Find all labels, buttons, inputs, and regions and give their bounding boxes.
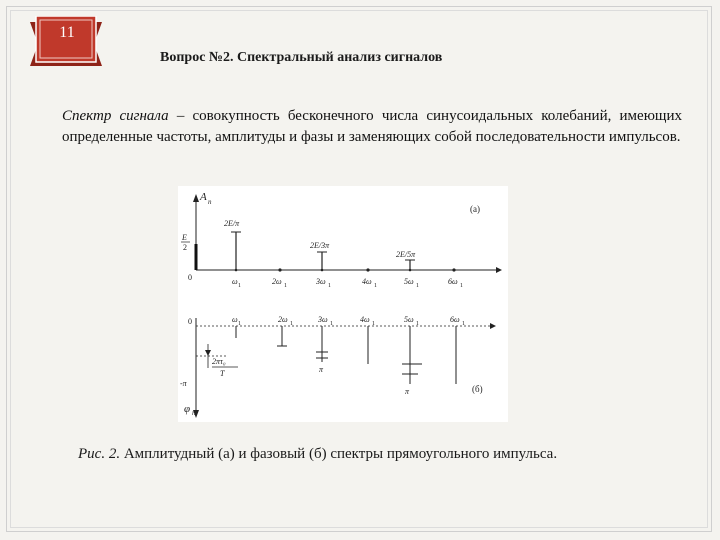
freq-label-a-1: ω [232,277,238,286]
tick-dot-1 [235,269,238,272]
phase-shift-arrow [205,350,211,356]
panel-b-label: (б) [472,384,483,394]
freq-sub-a-1: 1 [238,283,241,289]
phase-shift-den: T [220,369,225,378]
slide-number: 11 [59,24,75,41]
freq-sub-b-6: 1 [462,321,465,327]
amp-y-arrow [193,194,199,202]
phase-shift-num: 2πτ₀ [212,357,226,366]
freq-label-a-2: 2ω [272,277,282,286]
freq-label-b-1: ω [232,315,238,324]
freq-sub-a-4: 1 [374,283,377,289]
definition-paragraph [62,106,682,148]
amp-label-5: 2E/5π [396,250,416,259]
origin-b: 0 [188,317,192,326]
pi-minus-label: -π [180,379,187,388]
dc-num: E [182,233,187,242]
zero-dot-4 [366,268,369,271]
zero-dot-2 [278,268,281,271]
tick-dot-3 [321,269,324,272]
freq-sub-b-3: 1 [330,321,333,327]
spectrum-figure [178,186,508,422]
freq-sub-b-4: 1 [372,321,375,327]
phase-axis-label: φ [184,403,191,415]
freq-label-a-5: 5ω [404,277,414,286]
amp-axis-label: A [200,191,207,203]
tick-dot-5 [409,269,412,272]
phase-axis-sub: n [192,409,196,417]
freq-sub-a-3: 1 [328,283,331,289]
definition-term: Спектр сигнала [62,108,169,124]
freq-label-a-4: 4ω [362,277,372,286]
freq-label-a-3: 3ω [316,277,326,286]
phase-x-arrow [490,323,496,329]
dc-den: 2 [183,243,187,252]
spectrum-diagram [178,186,508,422]
slide-title: Вопрос №2. Спектральный анализ сигналов [160,50,443,65]
origin-a: 0 [188,273,192,282]
pi-label-5: π [405,387,410,396]
caption-prefix: Рис. 2. [78,446,121,462]
panel-a-label: (а) [470,204,480,214]
freq-sub-b-5: 1 [416,321,419,327]
definition-text: – совокупность бесконечного числа синусоидальных колебаний, имеющих определенные частоты, амплитуды и фазы и заменяющих собой последовательности импульсов. [62,108,682,145]
freq-sub-b-1: 1 [238,321,241,327]
freq-label-b-4: 4ω [360,315,370,324]
freq-label-b-2: 2ω [278,315,288,324]
freq-label-b-5: 5ω [404,315,414,324]
freq-sub-a-6: 1 [460,283,463,289]
freq-sub-b-2: 1 [290,321,293,327]
caption-text: Амплитудный (а) и фазовый (б) спектры прямоугольного импульса. [120,446,558,462]
amp-x-arrow [496,267,502,273]
freq-label-b-3: 3ω [318,315,328,324]
figure-caption [78,446,698,463]
freq-label-b-6: 6ω [450,315,460,324]
freq-label-a-6: 6ω [448,277,458,286]
amp-label-1: 2E/π [224,219,240,228]
amp-label-3: 2E/3π [310,241,330,250]
freq-sub-a-2: 1 [284,283,287,289]
zero-dot-6 [452,268,455,271]
pi-label-3: π [319,365,324,374]
amp-axis-sub: n [208,198,212,206]
freq-sub-a-5: 1 [416,283,419,289]
